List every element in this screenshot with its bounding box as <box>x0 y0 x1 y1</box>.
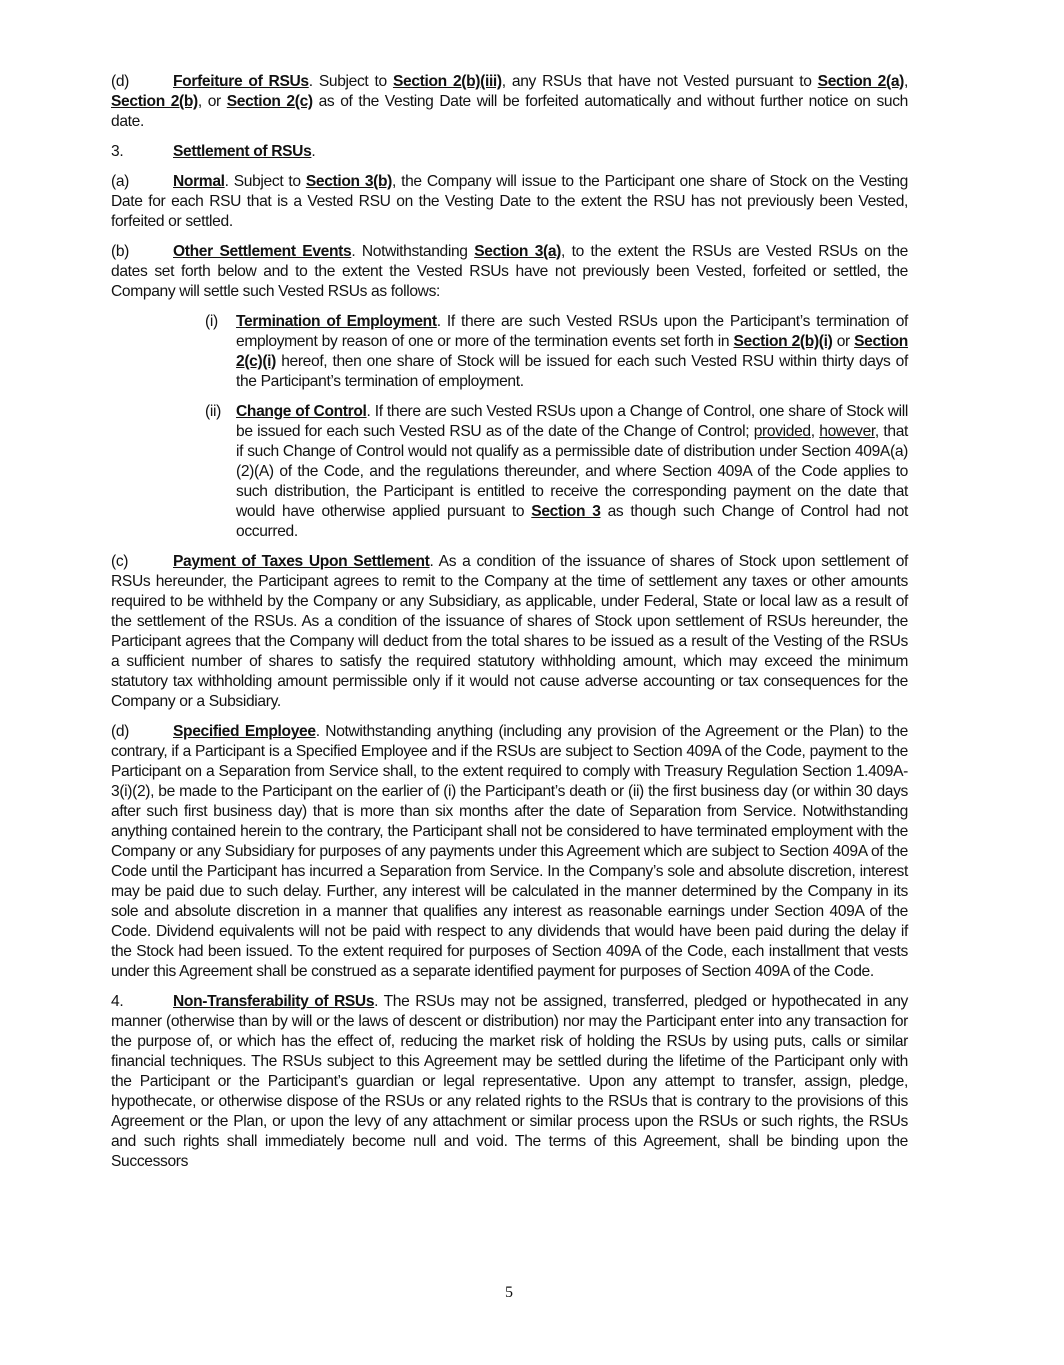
section-heading: Termination of Employment <box>236 313 437 330</box>
paragraph-label: (i) <box>205 313 218 330</box>
paragraph-label: 3. <box>111 143 124 160</box>
paragraph-text: , <box>810 423 820 440</box>
section-heading: Section 2(b)(iii) <box>392 73 502 90</box>
paragraph-label: (ii) <box>205 403 221 420</box>
paragraph-text: . Notwithstanding <box>351 243 475 260</box>
paragraph-label: 4. <box>111 993 124 1010</box>
section-heading: Section 2(b)(i) <box>733 333 833 350</box>
section-heading: Section 3(b) <box>305 173 393 190</box>
section-heading: Payment of Taxes Upon Settlement <box>173 553 430 570</box>
paragraph-text: as of the Vesting Date will be forfeited automatically and without further notice on such date. <box>111 93 908 130</box>
page-number: 5 <box>505 1284 513 1301</box>
paragraph <box>111 142 908 162</box>
paragraph-label: (a) <box>111 173 130 190</box>
section-heading: Other Settlement Events <box>173 243 352 260</box>
paragraph <box>111 172 908 232</box>
paragraph <box>111 722 908 982</box>
paragraph-label: (b) <box>111 243 130 260</box>
paragraph-text: . If there are such Vested RSUs upon a Change of Control, one share of Stock will be issued for each such Vested RSU as of the date of the Change of Control; <box>236 403 909 440</box>
paragraph-text: or <box>832 333 855 350</box>
section-heading: Non-Transferability of RSUs <box>173 993 375 1010</box>
section-heading: Section 2(c) <box>226 93 313 110</box>
paragraph-text: . Notwithstanding anything (including any provision of the Agreement or the Plan) to the contrary, if a Participant is a Specified Employee and if the RSUs are subject to Section 409A of the Code, payment to the Participant on a Separation from Service shall, to the extent required to comply with Treasury Regulation Section 1.409A-3(i)(2), be made to the Participant on the earlier of (i) the Participant’s death or (ii) the first business day (or within 30 days after such first business day) that is more than six months after the date of Separation from Service. Notwithstanding anything contained herein to the contrary, the Participant shall not be considered to have terminated employment with the Company or any Subsidiary for purposes of any payments under this Agreement which are subject to Section 409A of the Code until the Participant has incurred a Separation from Service. In the Company’s sole and absolute discretion, interest may be paid due to such delay. Further, any interest will be calculated in the manner determined by the Company in its sole and absolute discretion in a manner that qualifies any interest as reasonable earnings under Section 409A of the Code. Dividend equivalents will not be paid with respect to any dividends that would have been paid during the delay if the Stock had been issued. To the extent required for purposes of Section 409A of the Code, each installment that vests under this Agreement shall be construed as a separate identified payment for purposes of Section 409A of the Code. <box>111 723 908 980</box>
paragraph-text: . <box>311 143 316 160</box>
paragraph-text: , to the extent the RSUs are Vested RSUs on the dates set forth below and to the extent the Vested RSUs have not previously been Vested, forfeited or settled, the Company will settle such Vested RSUs as follows: <box>111 243 908 300</box>
paragraph <box>205 312 908 392</box>
paragraph-text: . If there are such Vested RSUs upon the Participant’s termination of employment by reason of one or more of the termination events set forth in <box>236 313 908 350</box>
section-heading: Section 2(b) <box>111 93 198 110</box>
document-page <box>111 72 908 1182</box>
paragraph-text: , that if such Change of Control would not qualify as a permissible date of distribution under Section 409A(a)(2)(A) of the Code, and the regulations thereunder, and where Section 409A of the Code applies to such distribution, the Participant is entitled to receive the corresponding payment on the date that would have otherwise applied pursuant to <box>236 423 909 520</box>
paragraph-text: as though such Change of Control had not occurred. <box>236 503 909 540</box>
section-heading: Section 3 <box>531 503 601 520</box>
section-heading: Section 3(a) <box>474 243 562 260</box>
paragraph <box>205 402 908 542</box>
paragraph-label: (d) <box>111 723 130 740</box>
paragraph <box>111 242 908 302</box>
paragraph <box>111 72 908 132</box>
paragraph-label: (c) <box>111 553 129 570</box>
paragraph-text: , any RSUs that have not Vested pursuant to <box>501 73 818 90</box>
section-heading: Section 2(c)(i) <box>236 333 908 370</box>
section-heading: Change of Control <box>236 403 367 420</box>
section-heading: Forfeiture of RSUs <box>173 73 309 90</box>
paragraph-text: , or <box>197 93 227 110</box>
paragraph-text: , <box>904 73 908 90</box>
paragraph-text: . Subject to <box>308 73 393 90</box>
paragraph <box>111 992 908 1172</box>
paragraph-text: hereof, then one share of Stock will be issued for each such Vested RSU within thirty days of the Participant’s termination of employment. <box>236 353 908 390</box>
paragraph-text: , the Company will issue to the Participant one share of Stock on the Vesting Date for each RSU that is a Vested RSU on the Vesting Date to the extent the RSU has not previously been Vested, forfeited or settled. <box>111 173 908 230</box>
section-heading: Settlement of RSUs <box>173 143 312 160</box>
paragraph-text: . Subject to <box>224 173 306 190</box>
paragraph-label: (d) <box>111 73 130 90</box>
underlined-text: however <box>819 423 875 440</box>
section-heading: Section 2(a) <box>817 73 904 90</box>
paragraph <box>111 552 908 712</box>
paragraph-text: . The RSUs may not be assigned, transferred, pledged or hypothecated in any manner (otherwise than by will or the laws of descent or distribution) nor may the Participant enter into any transaction for the purpose of, or which has the effect of, reducing the market risk of holding the RSUs by using puts, calls or similar financial techniques. The RSUs subject to this Agreement may be settled during the lifetime of the Participant only with the Participant or the Participant’s guardian or legal representative. Upon any attempt to transfer, assign, pledge, hypothecate, or otherwise dispose of the RSUs or any related rights to the RSUs that is contrary to the provisions of this Agreement or the Plan, or upon the levy of any attachment or similar process upon the RSUs or such rights, the RSUs and such rights shall immediately become null and void. The terms of this Agreement, shall be binding upon the Successors <box>111 993 908 1170</box>
underlined-text: provided <box>753 423 811 440</box>
section-heading: Specified Employee <box>173 723 316 740</box>
paragraph-text: . As a condition of the issuance of shares of Stock upon settlement of RSUs hereunder, the Participant agrees to remit to the Company at the time of settlement any taxes or other amounts required to be withheld by the Company or any Subsidiary, as applicable, under Federal, State or local law as a result of the settlement of the RSUs. As a condition of the issuance of shares of Stock upon settlement of RSUs hereunder, the Participant agrees that the Company will deduct from the total shares to be issued as a result of the Vesting of the RSUs a sufficient number of shares to satisfy the required statutory withholding amount, which may exceed the minimum statutory tax withholding amount permissible only if it would not cause adverse accounting or tax consequences for the Company or a Subsidiary. <box>111 553 908 710</box>
section-heading: Normal <box>173 173 225 190</box>
